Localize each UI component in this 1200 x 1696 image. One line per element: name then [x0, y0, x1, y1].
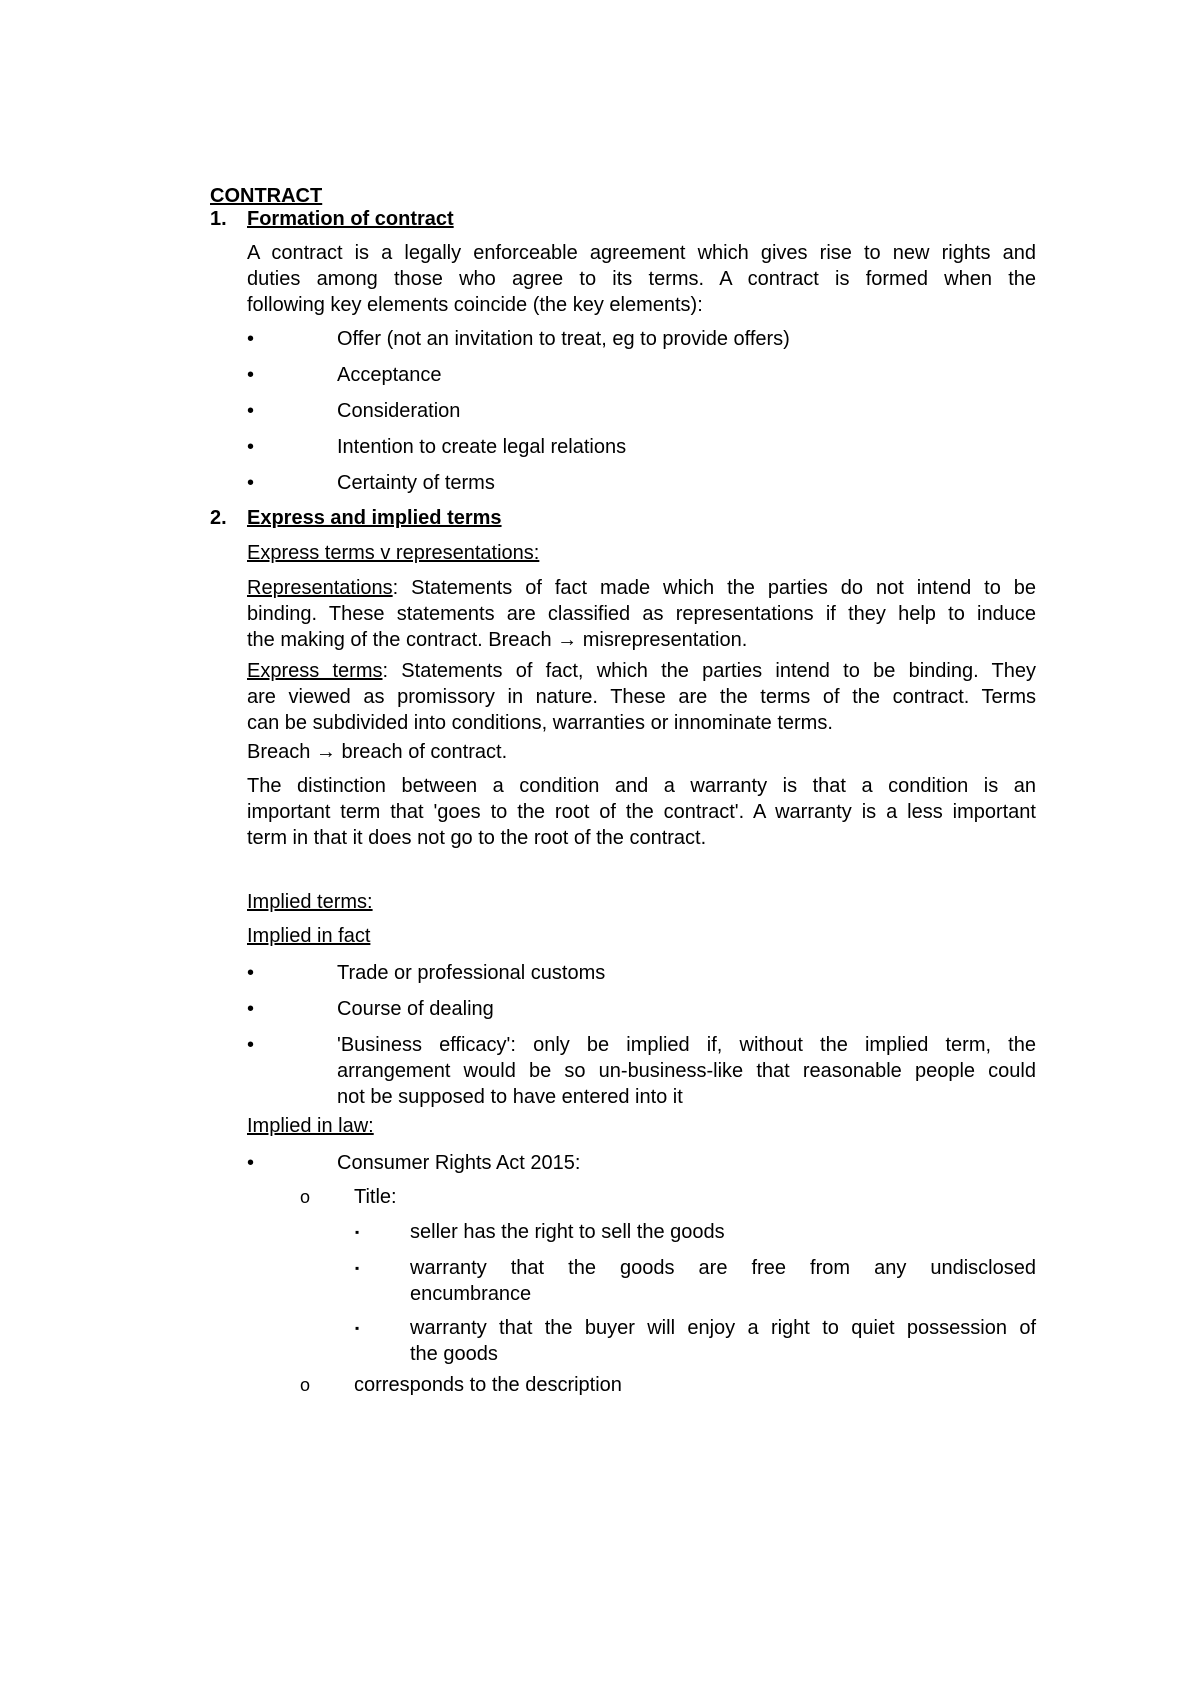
subheading-implied-in-law: Implied in law: [247, 1115, 374, 1137]
list-item-text: Acceptance [337, 364, 442, 386]
list-item-text [410, 1255, 1036, 1307]
list-item-text [410, 1315, 1036, 1367]
list-item-text: Title: [354, 1186, 397, 1208]
list-item-text: Consumer Rights Act 2015: [337, 1152, 581, 1174]
paragraph-line: A contract is a legally enforceable agreement which gives rise to new rights and [247, 242, 1036, 264]
bullet-icon: • [247, 328, 255, 350]
list-item-text: Consideration [337, 400, 461, 422]
bullet-icon: • [247, 1152, 255, 1174]
subheading-implied-terms: Implied terms: [247, 891, 373, 913]
paragraph-line: term in that it does not go to the root of the contract. [247, 827, 707, 849]
bullet-icon: • [247, 400, 255, 422]
paragraph-line: : Statements of fact, which the parties intend to be binding. They [382, 660, 1036, 682]
paragraph-line: encumbrance [410, 1283, 532, 1305]
bullet-icon: • [247, 962, 255, 984]
square-bullet-icon: ▪ [355, 1261, 360, 1275]
paragraph-line: warranty that the buyer will enjoy a right to quiet possession of [410, 1317, 1036, 1339]
list-item-text [337, 1032, 1036, 1110]
breach-line: Breach → breach of contract. [247, 741, 508, 763]
circle-bullet-icon: o [300, 1187, 311, 1207]
paragraph-line: binding. These statements are classified as representations if they help to induce [247, 603, 1036, 625]
bullet-icon: • [247, 472, 255, 494]
representations-paragraph [247, 575, 1036, 653]
section-title: Formation of contract [247, 208, 454, 230]
square-bullet-icon: ▪ [355, 1225, 360, 1239]
list-item-text: Offer (not an invitation to treat, eg to provide offers) [337, 328, 790, 350]
paragraph-line: The distinction between a condition and a warranty is that a condition is an [247, 775, 1036, 797]
list-item-text: seller has the right to sell the goods [410, 1221, 725, 1243]
section-title: Express and implied terms [247, 507, 502, 529]
paragraph-line: important term that 'goes to the root of the contract'. A warranty is a less important [247, 801, 1036, 823]
list-item-text: Intention to create legal relations [337, 436, 627, 458]
document-title: CONTRACT [210, 185, 323, 207]
list-item-text: Course of dealing [337, 998, 494, 1020]
subheading-implied-in-fact: Implied in fact [247, 925, 371, 947]
list-item-text: corresponds to the description [354, 1374, 622, 1396]
bullet-icon: • [247, 364, 255, 386]
circle-bullet-icon: o [300, 1375, 311, 1395]
formation-paragraph [247, 240, 1036, 318]
express-terms-label: Express terms [247, 660, 383, 682]
paragraph-line: : Statements of fact made which the parties do not intend to be [392, 577, 1036, 599]
bullet-icon: • [247, 436, 255, 458]
bullet-icon: • [247, 998, 255, 1020]
express-terms-paragraph [247, 658, 1036, 736]
paragraph-line: can be subdivided into conditions, warranties or innominate terms. [247, 712, 833, 734]
section-number: 2. [210, 507, 227, 529]
bullet-icon: • [247, 1034, 255, 1056]
list-item-text: Certainty of terms [337, 472, 495, 494]
paragraph-line: are viewed as promissory in nature. These are the terms of the contract. Terms [247, 686, 1036, 708]
distinction-paragraph [247, 773, 1036, 851]
paragraph-line: the goods [410, 1343, 498, 1365]
square-bullet-icon: ▪ [355, 1321, 360, 1335]
paragraph-line: arrangement would be so un-business-like that reasonable people could [337, 1060, 1036, 1082]
paragraph-line: following key elements coincide (the key elements): [247, 294, 703, 316]
representations-label: Representations [247, 577, 393, 599]
paragraph-line: the making of the contract. Breach → misrepresentation. [247, 629, 748, 651]
list-item-text: Trade or professional customs [337, 962, 606, 984]
paragraph-line: not be supposed to have entered into it [337, 1086, 683, 1108]
paragraph-line: 'Business efficacy': only be implied if, without the implied term, the [337, 1034, 1036, 1056]
subheading-express-v-representations: Express terms v representations: [247, 542, 540, 564]
paragraph-line: warranty that the goods are free from any undisclosed [410, 1257, 1036, 1279]
section-number: 1. [210, 208, 227, 230]
paragraph-line: duties among those who agree to its terms. A contract is formed when the [247, 268, 1036, 290]
